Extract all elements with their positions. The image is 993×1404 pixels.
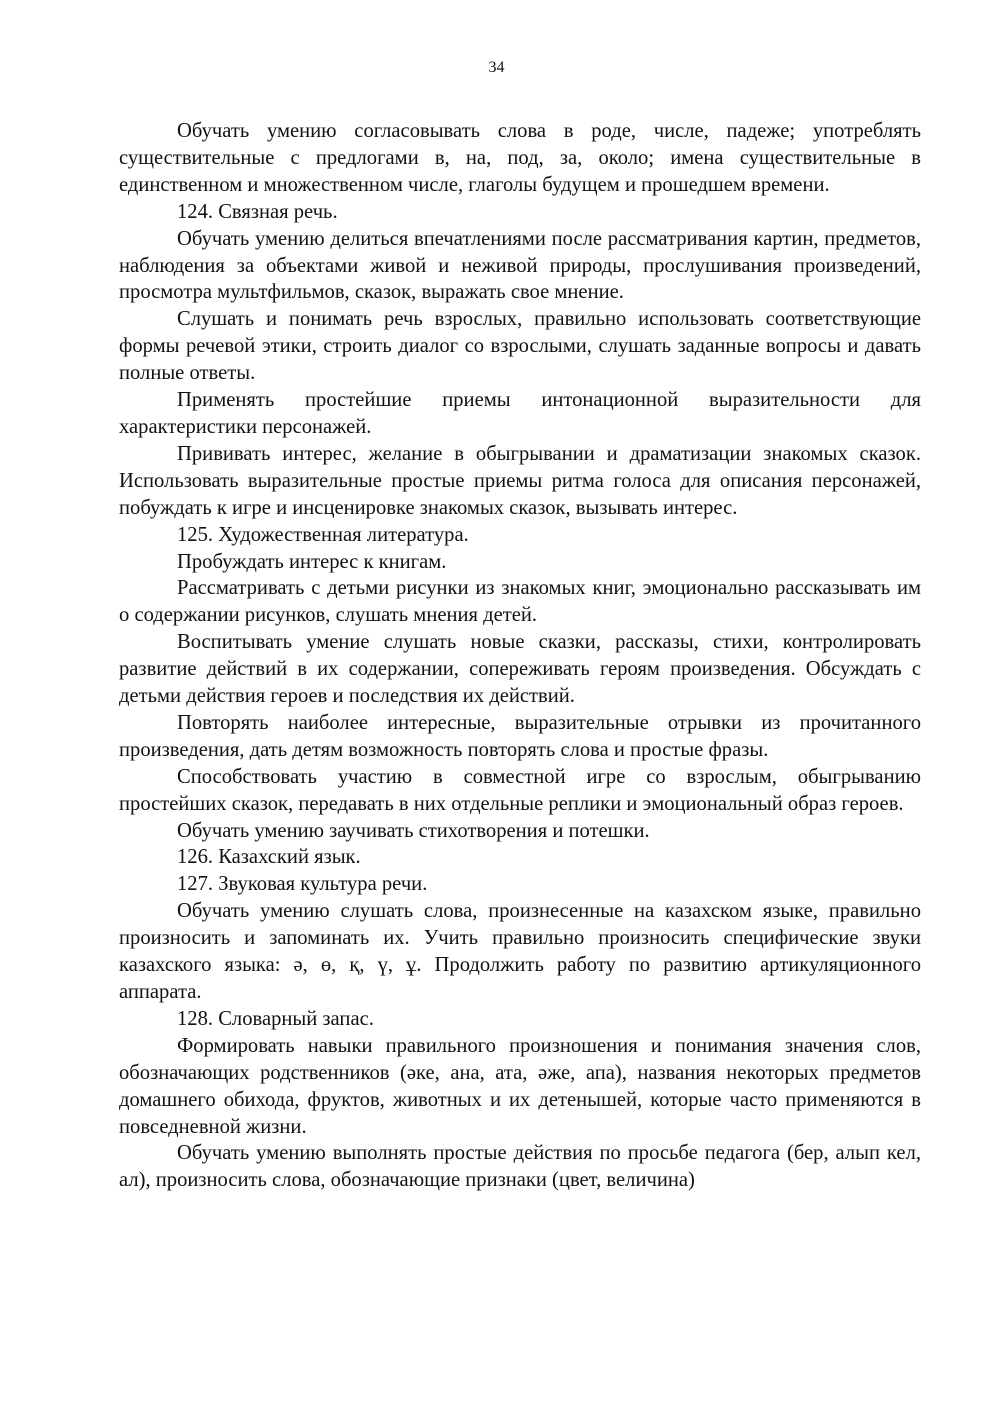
paragraph-memorize-poems: Обучать умению заучивать стихотворения и потешки.	[177, 819, 650, 842]
paragraph-joint-play: Способствовать участию в совместной игре со взрослым, обыгрыванию простейших сказок, передавать в них отдельные реплики и эмоциональный образ героев.	[119, 765, 921, 815]
paragraph-books-interest: Пробуждать интерес к книгам.	[177, 550, 447, 573]
paragraph-impressions: Обучать умению делиться впечатлениями после рассматривания картин, предметов, наблюдения за объектами живой и неживой природы, прослушивания произведений, просмотра мультфильмов, сказок, выражать свое мнение.	[119, 227, 921, 304]
paragraph-fairy-tales: Воспитывать умение слушать новые сказки, рассказы, стихи, контролировать развитие действий в их содержании, сопереживать героям произведения. Обсуждать с детьми действия героев и последствия их действий.	[119, 631, 921, 708]
paragraph-simple-actions: Обучать умению выполнять простые действия по просьбе педагога (бер, алып кел, ал), произносить слова, обозначающие признаки (цвет, величина)	[119, 1142, 921, 1192]
page-number: 34	[488, 59, 505, 76]
paragraph-listening: Слушать и понимать речь взрослых, правильно использовать соответствующие формы речевой этики, строить диалог со взрослыми, слушать заданные вопросы и давать полные ответы.	[119, 308, 921, 385]
paragraph-pictures: Рассматривать с детьми рисунки из знакомых книг, эмоционально рассказывать им о содержании рисунков, слушать мнения детей.	[119, 577, 921, 627]
paragraph-repeat-excerpts: Повторять наиболее интересные, выразительные отрывки из прочитанного произведения, дать детям возможность повторять слова и простые фразы.	[119, 711, 921, 761]
heading-connected-speech: 124. Связная речь.	[177, 200, 338, 223]
paragraph-relatives-words: Формировать навыки правильного произношения и понимания значения слов, обозначающих родственников (әке, ана, ата, әже, апа), названия некоторых предметов домашнего обихода, фруктов, животных и их детенышей, которые часто применяются в повседневной жизни.	[119, 1034, 921, 1138]
paragraph-dramatization: Прививать интерес, желание в обыгрывании и драматизации знакомых сказок. Использовать выразительные простые приемы ритма голоса для описания персонажей, побуждать к игре и инсценировке знакомых сказок, вызывать интерес.	[119, 442, 921, 519]
heading-vocabulary: 128. Словарный запас.	[177, 1007, 374, 1030]
heading-kazakh-language: 126. Казахский язык.	[177, 846, 361, 869]
heading-sound-culture: 127. Звуковая культура речи.	[177, 873, 428, 896]
paragraph-intonation: Применять простейшие приемы интонационной выразительности для характеристики персонажей.	[119, 389, 921, 438]
paragraph-agreement: Обучать умению согласовывать слова в роде, числе, падеже; употреблять существительные с предлогами в, на, под, за, около; имена существительные в единственном и множественном числе, глаголы будущем и прошедшем времени.	[119, 120, 921, 196]
paragraph-kazakh-sounds: Обучать умению слушать слова, произнесенные на казахском языке, правильно произносить и запоминать их. Учить правильно произносить специфические звуки казахского языка: ә, ө, қ, ү, ұ. Продолжить работу по развитию артикуляционного аппарата.	[119, 900, 921, 1003]
heading-literature: 125. Художественная литература.	[177, 523, 469, 546]
page-body	[119, 118, 921, 1194]
